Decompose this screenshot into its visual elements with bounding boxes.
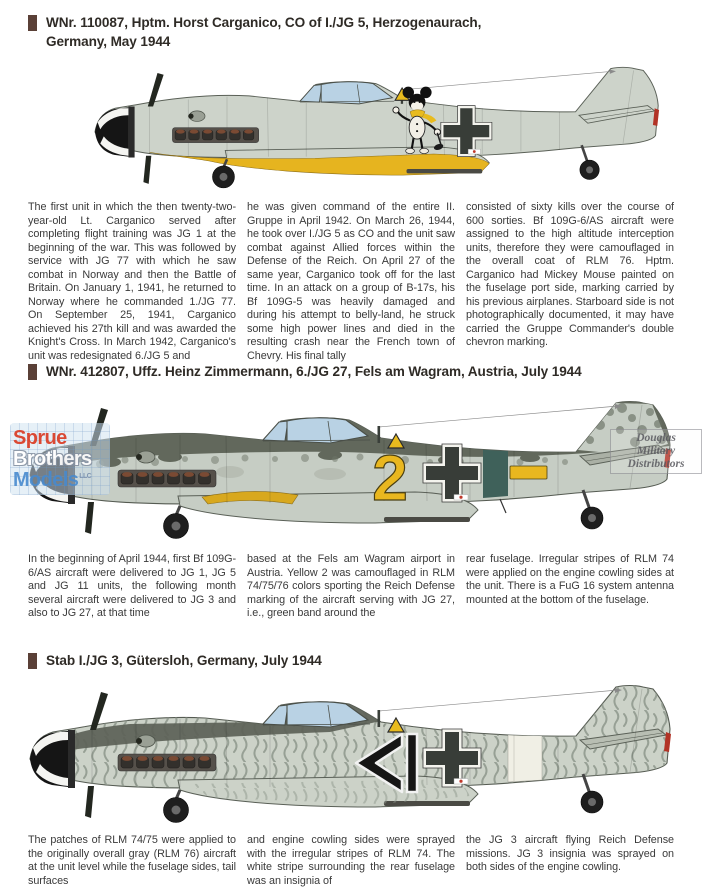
stamp-line: Douglas xyxy=(636,432,676,444)
text-column: The patches of RLM 74/75 were applied to the originally overall gray (RLM 76) aircraft at the unit level while the fuselage sides, tail surfaces xyxy=(28,834,236,887)
text-column: The first unit in which the then twenty-two-year-old Lt. Carganico served after completing flight training was JG 1 at the beginning of the war. This was followed by service with JG 77 with which he saw combat in Norway and then the Battle of Britain. On January 1, 1941, he returned to Norway where he commanded 1./JG 77. On September 25, 1941, Carganico achieved his 27th kill and was awarded the Knight's Cross. In March 1942, Carganico's unit was redesignated 6./JG 5 and xyxy=(28,201,236,363)
section-1-title xyxy=(46,13,481,52)
title-line: Germany, May 1944 xyxy=(46,34,171,50)
text-column: he was given command of the entire II. Gruppe in April 1942. On March 26, 1944, he took over I./JG 5 as CO and the unit saw combat against Allied forces within the Defense of the Reich. On April 27 of the same year, Carganico took off for the last time. In an attack on a group of B-17s, his Bf 109G-5 was heavily damaged and during his attempt to belly-land, he struck some high power lines and died in the resulting crash near the French town of Chevry. His final tally xyxy=(247,201,455,363)
section-2-title xyxy=(46,362,582,381)
section-1-text xyxy=(28,201,674,364)
section-2-text xyxy=(28,553,674,621)
aerial-wire xyxy=(378,404,623,443)
watermark-distributor-stamp xyxy=(610,429,702,474)
tactical-number: 2 xyxy=(372,442,408,514)
exhaust-stacks xyxy=(172,128,258,143)
bf109-profile-3 xyxy=(0,678,702,830)
text-column: and engine cowling sides were sprayed with the irregular stripes of RLM 74. The white stripe surrounding the rear fuselage was an insignia of xyxy=(247,834,455,887)
text-column: based at the Fels am Wagram airport in Austria. Yellow 2 was camouflaged in RLM 74/75/76 colors sporting the Reich Defense marking of the aircraft serving with JG 27, i.e., green band around the xyxy=(247,553,455,620)
section-2-header xyxy=(28,362,582,381)
logo-word: Models$^{LLC}$ xyxy=(13,468,92,491)
section-marker-icon xyxy=(28,364,37,380)
stamp-line: Distributors xyxy=(627,457,685,470)
stencil-marking xyxy=(468,149,480,154)
section-1-header xyxy=(28,13,481,52)
exhaust-stacks xyxy=(118,754,216,771)
reich-defense-white-band xyxy=(508,733,542,782)
title-line: Stab I./JG 3, Gütersloh, Germany, July 1944 xyxy=(46,653,322,668)
logo-suffix: LLC xyxy=(79,472,92,480)
exhaust-stacks xyxy=(118,470,216,487)
title-line: WNr. 412807, Uffz. Heinz Zimmermann, 6./JG 27, Fels am Wagram, Austria, July 1944 xyxy=(46,364,582,379)
watermark-sprue-brothers-logo xyxy=(10,423,110,495)
reich-defense-green-band xyxy=(483,448,508,498)
text-column: consisted of sixty kills over the course of 600 sorties. Bf 109G-6/AS aircraft were assigned to the high altitude interception units, therefore they were camouflaged in the overall coat of RLM 76. Hptm. Carganico had Mickey Mouse painted on the fuselage port side, marking carried by his previous airplanes. Starboard side is not photographically documented, it may have carried the Gruppe Commander's double chevron marking. xyxy=(466,201,674,349)
radiator-flap xyxy=(407,169,483,173)
section-3-header xyxy=(28,651,322,670)
bf109-profile-1 xyxy=(0,52,702,198)
yellow-bar-marking xyxy=(510,466,547,479)
section-3-title xyxy=(46,651,322,670)
text-column: In the beginning of April 1944, first Bf 109G-6/AS aircraft were delivered to JG 1, JG 5 and JG 11 units, the following month several aircraft were delivered to JG 3 and also to JG 27, at that time xyxy=(28,553,236,620)
profile-figure-carganico xyxy=(0,52,702,198)
text-column: rear fuselage. Irregular stripes of RLM 74 were applied on the engine cowling sides at the unit. There is a FuG 16 system antenna mounted at the bottom of the fuselage. xyxy=(466,553,674,606)
profile-figure-stab-jg3 xyxy=(0,678,702,830)
title-line: WNr. 110087, Hptm. Horst Carganico, CO of I./JG 5, Herzogenaurach, xyxy=(46,15,482,30)
aerial-wire xyxy=(401,70,616,104)
logo-word: Brothers xyxy=(13,447,92,470)
logo-word: Sprue xyxy=(13,427,67,449)
stencil-marking xyxy=(454,779,468,785)
camouflage-squiggle xyxy=(30,686,670,789)
section-marker-icon xyxy=(28,15,37,31)
text-column: the JG 3 aircraft flying Reich Defense missions. JG 3 insignia was sprayed on both sides of the engine cowling. xyxy=(466,834,674,874)
section-3-text xyxy=(28,834,674,888)
stamp-line: Military xyxy=(636,444,676,457)
stencil-marking xyxy=(454,495,468,501)
aerial-wire xyxy=(378,688,623,727)
fug16-antenna xyxy=(500,499,506,513)
fuselage xyxy=(95,67,658,157)
section-marker-icon xyxy=(28,653,37,669)
